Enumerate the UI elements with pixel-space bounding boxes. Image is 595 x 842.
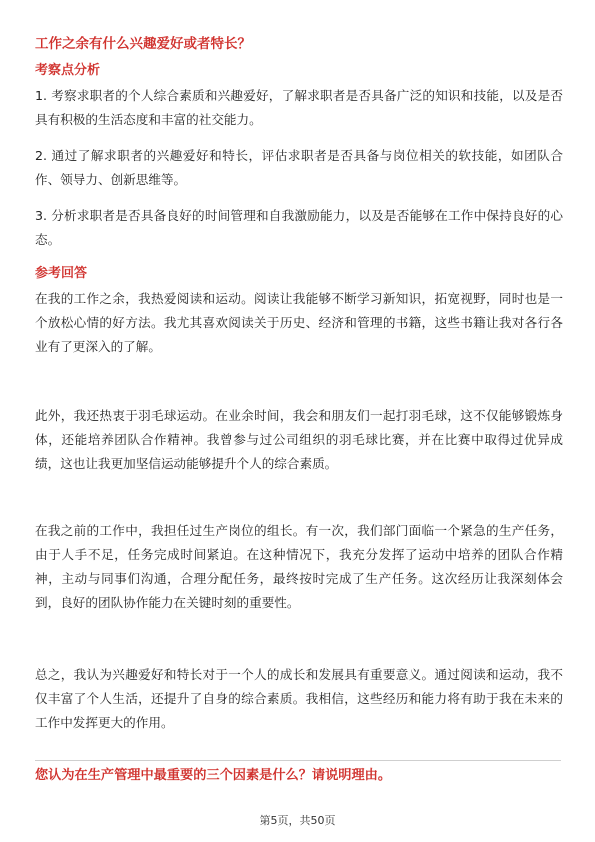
answer-paragraph-2: 此外，我还热衷于羽毛球运动。在业余时间，我会和朋友们一起打羽毛球，这不仅能够锻炼身体，还能培养团队合作精神。我曾参与过公司组织的羽毛球比赛，并在比赛中取得过优异成绩，这也让我更加坚信运动能够提升个人的综合素质。 bbox=[35, 408, 563, 471]
answer-paragraph-3: 在我之前的工作中，我担任过生产岗位的组长。有一次，我们部门面临一个紧急的生产任务，由于人手不足，任务完成时间紧迫。在这种情况下，我充分发挥了运动中培养的团队合作精神，主动与同事们沟通，合理分配任务，最终按时完成了生产任务。这次经历让我深刻体会到，良好的团队协作能力在关键时刻的重要性。 bbox=[35, 523, 563, 610]
page-number: 第5页，共50页 bbox=[259, 814, 336, 827]
analysis-item-2: 2. 通过了解求职者的兴趣爱好和特长，评估求职者是否具备与岗位相关的软技能，如团队合作、领导力、创新思维等。 bbox=[35, 148, 563, 187]
analysis-item-3: 3. 分析求职者是否具备良好的时间管理和自我激励能力，以及是否能够在工作中保持良好的心态。 bbox=[35, 208, 563, 247]
answer-paragraph-4: 总之，我认为兴趣爱好和特长对于一个人的成长和发展具有重要意义。通过阅读和运动，我不仅丰富了个人生活，还提升了自身的综合素质。我相信，这些经历和能力将有助于我在未来的工作中发挥更大的作用。 bbox=[35, 667, 563, 730]
answer-paragraph-1: 在我的工作之余，我热爱阅读和运动。阅读让我能够不断学习新知识，拓宽视野，同时也是一个放松心情的好方法。我尤其喜欢阅读关于历史、经济和管理的书籍，这些书籍让我对各行各业有了更深入的了解。 bbox=[35, 291, 563, 354]
analysis-item-1: 1. 考察求职者的个人综合素质和兴趣爱好，了解求职者是否具备广泛的知识和技能，以及是否具有积极的生活态度和丰富的社交能力。 bbox=[35, 88, 563, 127]
answer-heading: 参考回答 bbox=[35, 266, 88, 281]
next-question-title: 您认为在生产管理中最重要的三个因素是什么？请说明理由。 bbox=[35, 768, 392, 783]
section-divider bbox=[35, 760, 561, 761]
question-title: 工作之余有什么兴趣爱好或者特长？ bbox=[35, 36, 251, 52]
analysis-heading: 考察点分析 bbox=[35, 63, 101, 78]
